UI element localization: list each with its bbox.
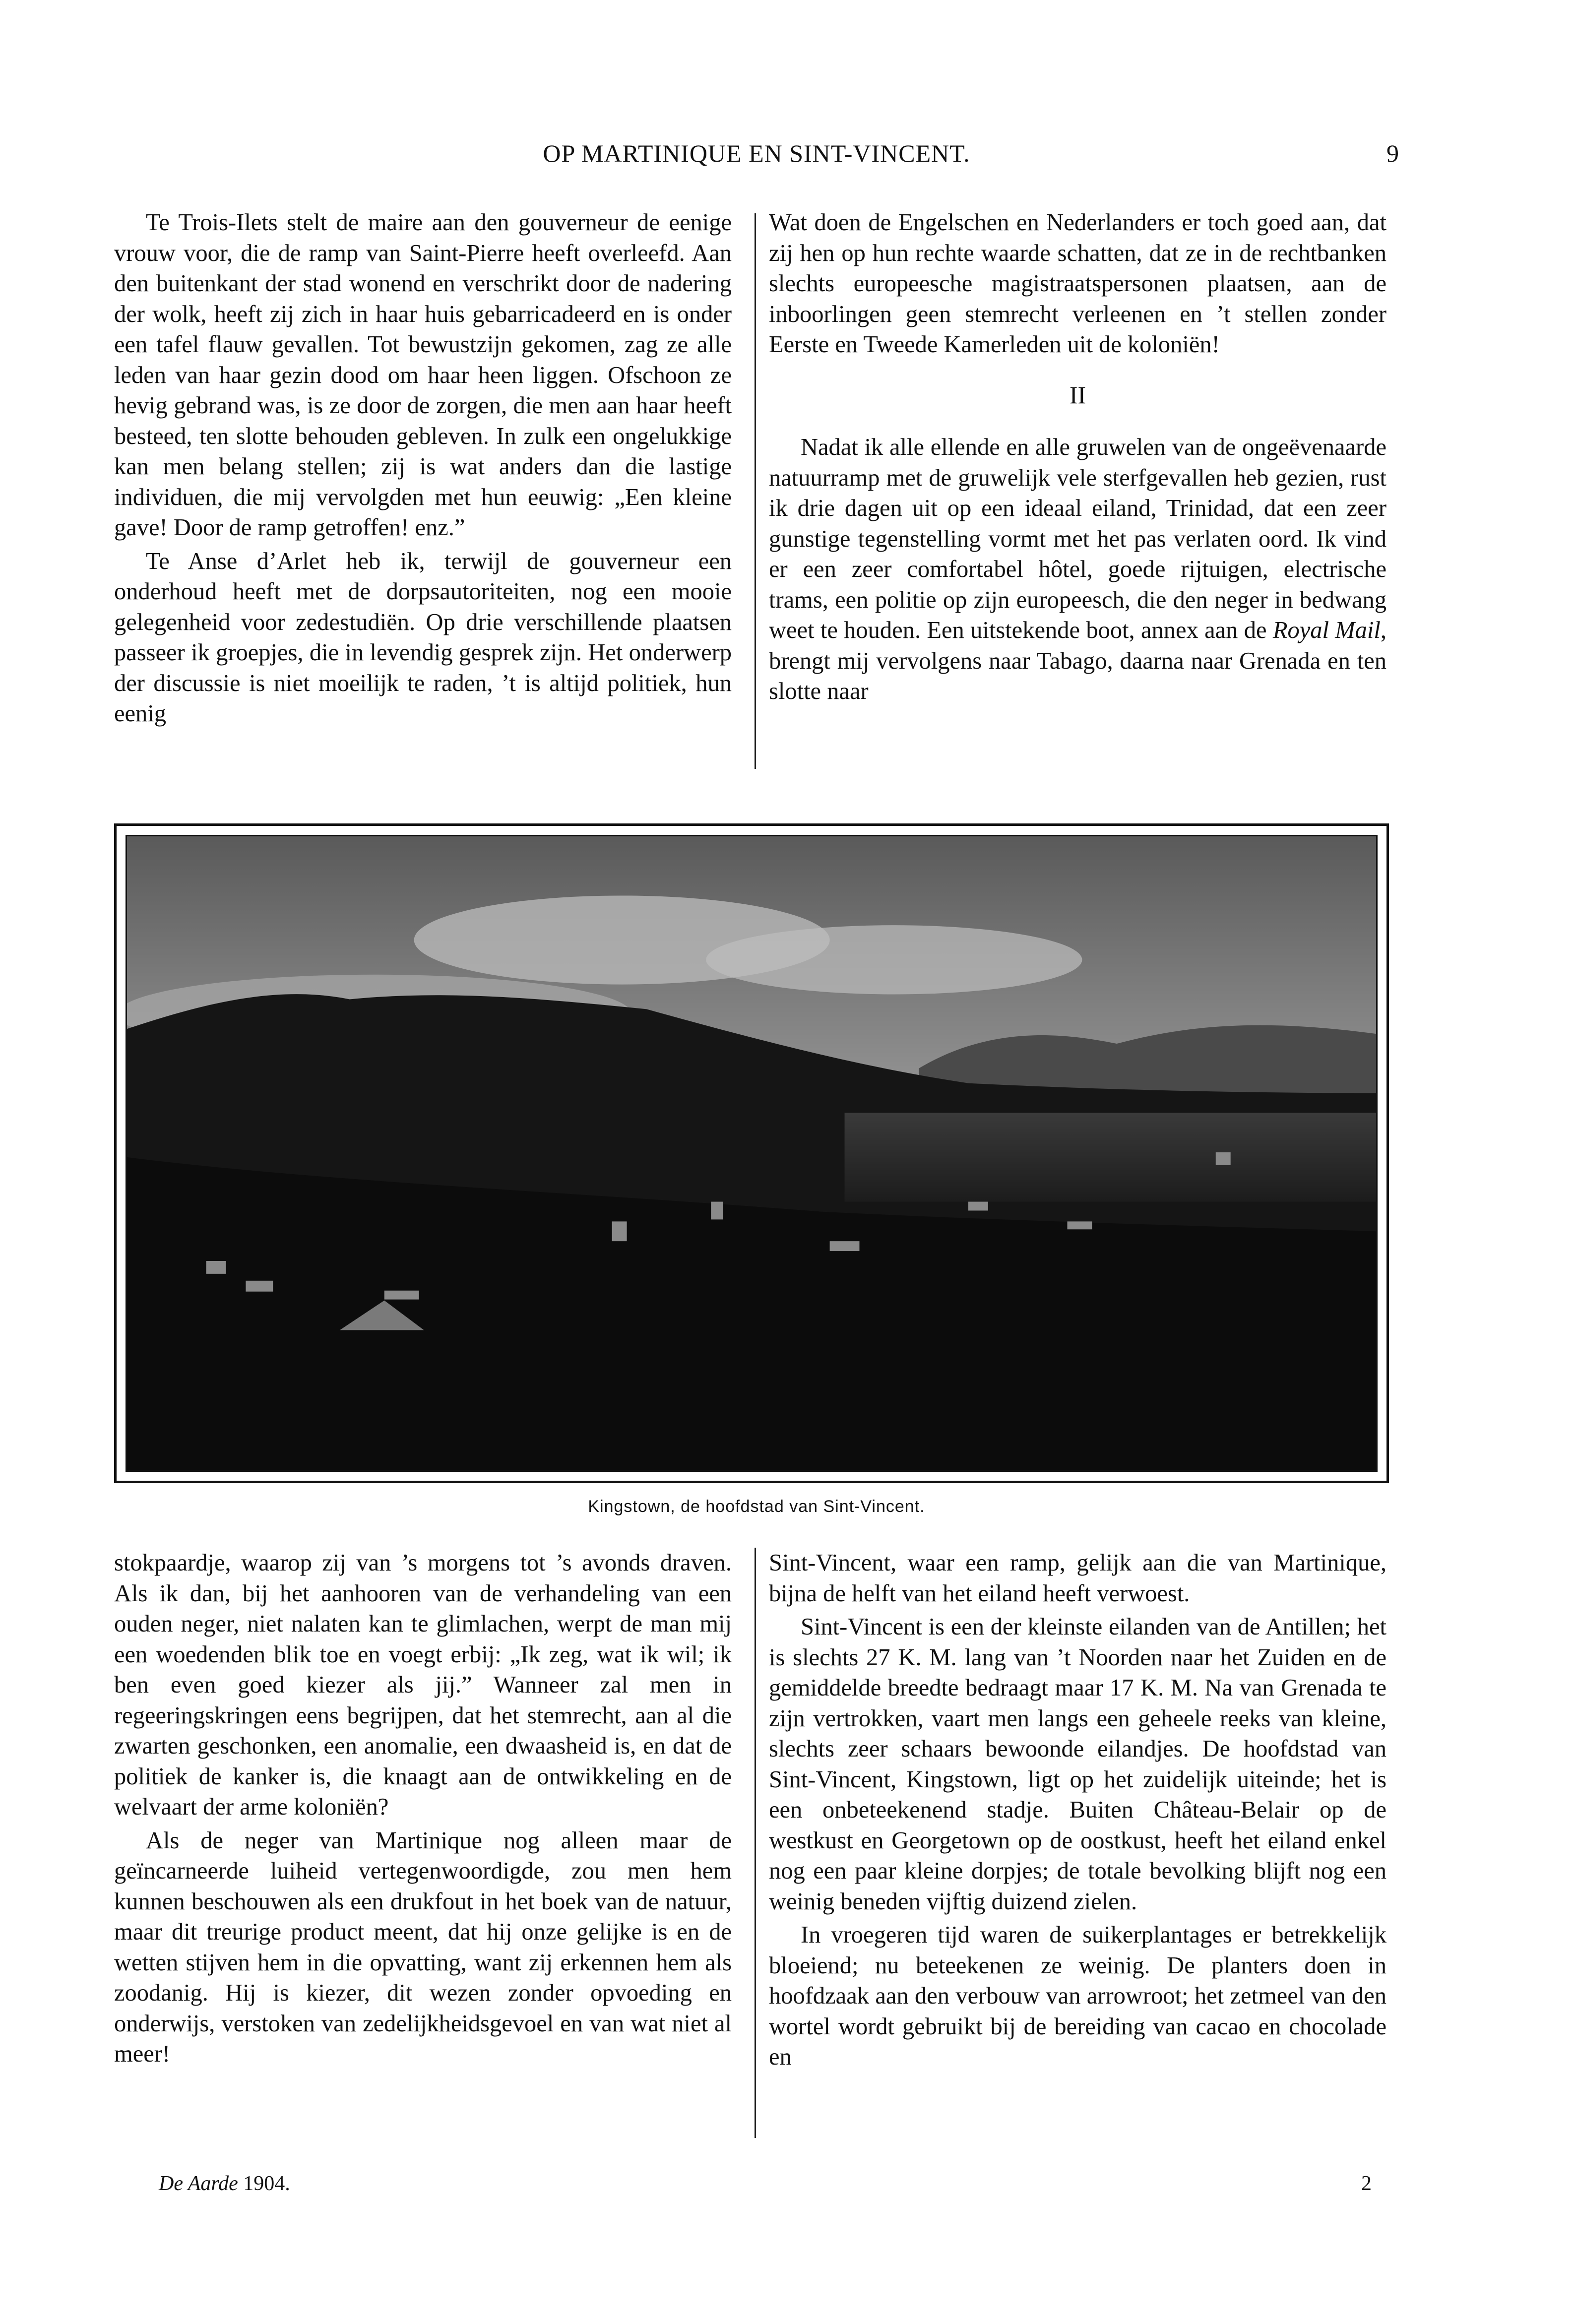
running-header — [114, 139, 1399, 174]
running-title: OP MARTINIQUE EN SINT-VINCENT. — [543, 139, 970, 167]
page-number: 9 — [1386, 139, 1399, 167]
photo-harbour-water — [845, 1113, 1376, 1201]
paragraph-nadat-part1: Nadat ik alle ellende en alle gruwelen van de ongeëvenaarde natuurramp met de gruwelijk vele sterfgevallen heb gezien, rust ik drie dagen uit op een ideaal eiland, Trinidad, dat een zeer gunstige tegenstelling vormt met het pas verlaten oord. Ik vind er een zeer comfortabel hôtel, goede rijtuigen, electrische trams, een politie op zijn europeesch, die den neger in bedwang weet te houden. Een uitstekende boot, annex aan de — [769, 434, 1386, 643]
kingstown-photo-frame — [114, 823, 1389, 1483]
kingstown-photo — [126, 835, 1378, 1472]
paragraph-stokpaardje: stokpaardje, waarop zij van ’s morgens tot ’s avonds draven. Als ik dan, bij het aanhooren van de verhandeling van een ouden neger, niet nalaten kan te glimlachen, werpt de man mij een woedenden blik toe en voegt erbij: „Ik zeg, wat ik wil; ik ben even goed kiezer als jij.” Wanneer zal men in regeeringskringen eens begrijpen, dat het stemrecht, aan al die zwarten geschonken, een anomalie, een dwaasheid is, en dat de politiek de kanker is, die knaagt aan de ontwikkeling en de welvaart der arme koloniën? — [114, 1550, 732, 1820]
paragraph-nadat-part2: , brengt mij vervolgens naar Tabago, daarna naar Grenada en ten slotte naar — [769, 617, 1386, 704]
paragraph-sint-vincent-geografie: Sint-Vincent is een der kleinste eilanden van de Antillen; het is slechts 27 K. M. lang van ’t Noorden naar het Zuiden en de gemiddelde breedte bedraagt maar 17 K. M. Na van Grenada te zijn vertrokken, vaart men langs een geheele reeks van kleine, slechts zeer schaars bewoonde eilandjes. De hoofdstad van Sint-Vincent, Kingstown, ligt op het zuidelijk uiteinde; het is een onbeteekenend stadje. Buiten Château-Belair op de westkust en Georgetown op de oostkust, heeft het eiland enkel nog een paar kleine dorpjes; de totale bevolking blijft nog een weinig beneden vijftig duizend zielen. — [769, 1614, 1386, 1915]
paragraph-trois-ilets: Te Trois-Ilets stelt de maire aan den gouverneur de eenige vrouw voor, die de ramp van Saint-Pierre heeft overleefd. Aan den buitenkant der stad wonend en verschrikt door de nadering der wolk, heeft zij zich in haar huis gebarricadeerd en is onder een tafel flauw gevallen. Tot bewustzijn gekomen, zag ze alle leden van haar gezin dood om haar heen liggen. Ofschoon ze hevig gebrand was, is ze door de zorgen, die men aan haar heeft besteed, ten slotte behouden gebleven. In zulk een ongelukkige kan men belang stellen; zij is wat anders dan die lastige individuen, die mij vervolgden met hun eeuwig: „Een kleine gave! Door de ramp getroffen! enz.” — [114, 209, 732, 541]
photo-cloud — [706, 925, 1082, 994]
bottom-column-divider — [755, 1548, 756, 2138]
footer-source — [159, 2172, 290, 2196]
paragraph-martinique-neger: Als de neger van Martinique nog alleen maar de geïncarneerde luiheid vertegenwoordigde, zou men hem kunnen beschouwen als een drukfout in het boek van de natuur, maar dit treurige product meent, dat hij onze gelijke is en de wetten stijven hem in die opvatting, want zij erkennen hem als zoodanig. Hij is kiezer, dit wezen zonder opvoeding en onderwijs, verstoken van zedelijkheidsgevoel en van wat niet al meer! — [114, 1827, 732, 2067]
bottom-left-column — [114, 1548, 732, 2070]
top-left-column — [114, 207, 732, 729]
paragraph-nadat — [769, 432, 1386, 707]
footer-year: 1904. — [243, 2172, 290, 2195]
section-heading: II — [1069, 380, 1086, 409]
page-footer — [114, 2172, 1399, 2201]
paragraph-engelschen: Wat doen de Engelschen en Nederlanders er toch goed aan, dat zij hen op hun rechte waarde schatten, dat ze in de rechtbanken slechts europeesche magistraatspersonen plaatsen, aan de inboorlingen geen stemrecht verleenen en ’t stellen zonder Eerste en Tweede Kamerleden uit de koloniën! — [769, 209, 1386, 358]
bottom-right-column — [769, 1548, 1386, 2073]
top-right-column — [769, 207, 1386, 707]
paragraph-anse-darlet: Te Anse d’Arlet heb ik, terwijl de gouverneur een onderhoud heeft met de dorpsautoriteiten, nog een mooie gelegenheid voor zedestudiën. Op drie verschillende plaatsen passeer ik groepjes, die in levendig gesprek zijn. Het onderwerp der discussie is niet moeilijk te raden, ’t is altijd politiek, hun eenig — [114, 548, 732, 727]
figure-caption: Kingstown, de hoofdstad van Sint-Vincent. — [588, 1497, 925, 1516]
top-column-divider — [755, 213, 756, 769]
ship-name: Royal Mail — [1272, 617, 1381, 643]
paragraph-sint-vincent-ramp: Sint-Vincent, waar een ramp, gelijk aan die van Martinique, bijna de helft van het eiland heeft verwoest. — [769, 1550, 1386, 1607]
paragraph-suikerplantages: In vroegeren tijd waren de suikerplantages er betrekkelijk bloeiend; nu beteekenen ze weinig. De planters doen in hoofdzaak aan den verbouw van arrowroot; het zetmeel van den wortel wordt gebruikt bij de bereiding van cacao en chocolade en — [769, 1922, 1386, 2070]
signature-mark: 2 — [1361, 2172, 1372, 2195]
footer-journal-title: De Aarde — [159, 2172, 238, 2195]
